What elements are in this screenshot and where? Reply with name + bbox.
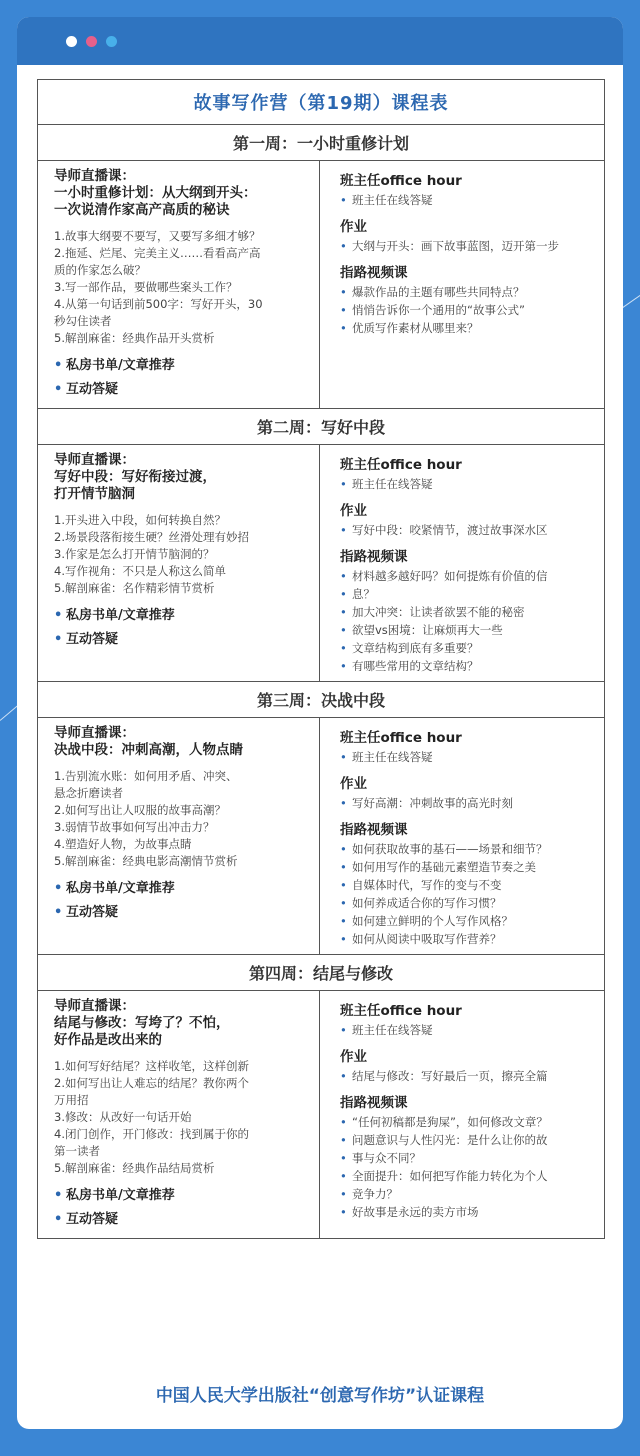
video-course-item: • 材料越多越好吗？如何提炼有价值的信	[340, 567, 594, 585]
topic-item: 3.写一部作品，要做哪些案头工作？	[54, 280, 238, 294]
topic-item: 1.故事大纲要不要写，又要写多细才够？	[54, 229, 261, 243]
live-course-title: 写好中段：写好衔接过渡，	[54, 469, 216, 485]
week-heading: 第一周：一小时重修计划	[38, 125, 604, 161]
extras-list	[54, 604, 309, 652]
extra-item: • 私房书单/文章推荐	[54, 604, 309, 628]
extra-item: • 互动答疑	[54, 1208, 309, 1232]
video-course-label: 指路视频课	[340, 265, 408, 281]
live-course-title: 一小时重修计划：从大纲到开头：	[54, 185, 257, 201]
topic-item: 第一读者	[54, 1144, 100, 1158]
extra-item: • 私房书单/文章推荐	[54, 1184, 309, 1208]
video-course-item: • 事与众不同？	[340, 1149, 594, 1167]
support-column	[320, 445, 604, 681]
video-course-label: 指路视频课	[340, 822, 408, 838]
video-course-item: • 全面提升：如何把写作能力转化为个人	[340, 1167, 594, 1185]
video-course-item: • 欲望vs困境：让麻烦再大一些	[340, 621, 594, 639]
course-table	[37, 79, 605, 1239]
video-course-item: • 如何建立鲜明的个人写作风格？	[340, 912, 594, 930]
week-body	[38, 445, 604, 682]
office-hour-item: • 班主任在线答疑	[340, 475, 594, 493]
window-dot-icon	[66, 36, 77, 47]
extra-item: • 互动答疑	[54, 378, 309, 402]
topic-item: 5.解剖麻雀：经典作品结局赏析	[54, 1161, 215, 1175]
live-course-column	[38, 445, 320, 681]
topic-item: 1.如何写好结尾？这样收笔，这样创新	[54, 1059, 249, 1073]
office-hour-label: 班主任office hour	[340, 173, 462, 189]
week-body	[38, 718, 604, 955]
window-dot-icon	[106, 36, 117, 47]
live-course-title: 一次说清作家高产高质的秘诀	[54, 202, 230, 218]
office-hour-label: 班主任office hour	[340, 457, 462, 473]
week-heading: 第四周：结尾与修改	[38, 955, 604, 991]
live-course-column	[38, 161, 320, 408]
video-course-item: • 息？	[340, 585, 594, 603]
schedule-card	[17, 17, 623, 1429]
homework-label: 作业	[340, 219, 367, 235]
topic-item: 5.解剖麻雀：经典作品开头赏析	[54, 331, 215, 345]
topic-list	[54, 1058, 309, 1177]
topic-item: 1.开头进入中段，如何转换自然？	[54, 513, 226, 527]
live-course-column	[38, 718, 320, 954]
homework-item: • 大纲与开头：画下故事蓝图，迈开第一步	[340, 237, 594, 255]
extras-list	[54, 354, 309, 402]
topic-item: 2.场景段落衔接生硬？丝滑处理有妙招	[54, 530, 249, 544]
live-course-title: 好作品是改出来的	[54, 1032, 162, 1048]
video-course-item: • 如何从阅读中吸取写作营养？	[340, 930, 594, 948]
topic-item: 悬念折磨读者	[54, 786, 123, 800]
week-heading: 第二周：写好中段	[38, 409, 604, 445]
page-title: 故事写作营（第19期）课程表	[38, 80, 604, 125]
topic-list	[54, 768, 309, 870]
video-course-item: • 文章结构到底有多重要？	[340, 639, 594, 657]
video-course-item: • 优质写作素材从哪里来？	[340, 319, 594, 337]
topic-item: 3.作家是怎么打开情节脑洞的？	[54, 547, 215, 561]
window-dot-icon	[86, 36, 97, 47]
topic-item: 4.从第一句话到前500字：写好开头，30	[54, 297, 263, 311]
topic-item: 5.解剖麻雀：名作精彩情节赏析	[54, 581, 215, 595]
window-title-bar	[17, 17, 623, 65]
office-hour-label: 班主任office hour	[340, 730, 462, 746]
homework-label: 作业	[340, 503, 367, 519]
video-course-item: • 如何用写作的基础元素塑造节奏之美	[340, 858, 594, 876]
footer-text: 中国人民大学出版社“创意写作坊”认证课程	[155, 1386, 485, 1406]
topic-item: 1.告别流水账：如何用矛盾、冲突、	[54, 769, 238, 783]
video-course-item: • 好故事是永远的卖方市场	[340, 1203, 594, 1221]
topic-item: 5.解剖麻雀：经典电影高潮情节赏析	[54, 854, 238, 868]
office-hour-item: • 班主任在线答疑	[340, 748, 594, 766]
support-column	[320, 161, 604, 408]
topic-item: 3.弱情节故事如何写出冲击力？	[54, 820, 215, 834]
extra-item: • 私房书单/文章推荐	[54, 877, 309, 901]
video-course-item: • 问题意识与人性闪光：是什么让你的故	[340, 1131, 594, 1149]
topic-list	[54, 512, 309, 597]
topic-item: 3.修改：从改好一句话开始	[54, 1110, 192, 1124]
video-course-item: • 悄悄告诉你一个通用的“故事公式”	[340, 301, 594, 319]
video-course-item: • 如何养成适合你的写作习惯？	[340, 894, 594, 912]
week-body	[38, 161, 604, 409]
topic-item: 2.如何写出让人叹服的故事高潮？	[54, 803, 226, 817]
video-course-item: • 加大冲突：让读者欲罢不能的秘密	[340, 603, 594, 621]
homework-item: • 写好中段：咬紧情节，渡过故事深水区	[340, 521, 594, 539]
topic-item: 4.塑造好人物，为故事点睛	[54, 837, 192, 851]
extras-list	[54, 877, 309, 925]
live-course-label: 导师直播课：	[54, 725, 135, 741]
topic-item: 4.写作视角：不只是人称这么简单	[54, 564, 226, 578]
video-course-item: • 竞争力？	[340, 1185, 594, 1203]
support-column	[320, 718, 604, 954]
live-course-label: 导师直播课：	[54, 452, 135, 468]
support-column	[320, 991, 604, 1238]
homework-label: 作业	[340, 776, 367, 792]
topic-item: 4.闭门创作，开门修改：找到属于你的	[54, 1127, 249, 1141]
extra-item: • 互动答疑	[54, 901, 309, 925]
video-course-item: • 如何获取故事的基石——场景和细节？	[340, 840, 594, 858]
topic-item: 质的作家怎么破？	[54, 263, 146, 277]
video-course-label: 指路视频课	[340, 549, 408, 565]
office-hour-item: • 班主任在线答疑	[340, 1021, 594, 1039]
video-course-item: • 有哪些常用的文章结构？	[340, 657, 594, 675]
week-body	[38, 991, 604, 1238]
live-course-title: 决战中段：冲刺高潮，人物点睛	[54, 742, 243, 758]
live-course-title: 打开情节脑洞	[54, 486, 135, 502]
live-course-column	[38, 991, 320, 1238]
video-course-item: • “任何初稿都是狗屎”，如何修改文章？	[340, 1113, 594, 1131]
live-course-title: 结尾与修改：写垮了？不怕，	[54, 1015, 230, 1031]
video-course-item: • 爆款作品的主题有哪些共同特点？	[340, 283, 594, 301]
homework-item: • 结尾与修改：写好最后一页，擦亮全篇	[340, 1067, 594, 1085]
office-hour-item: • 班主任在线答疑	[340, 191, 594, 209]
extra-item: • 私房书单/文章推荐	[54, 354, 309, 378]
week-heading: 第三周：决战中段	[38, 682, 604, 718]
extra-item: • 互动答疑	[54, 628, 309, 652]
live-course-label: 导师直播课：	[54, 998, 135, 1014]
homework-label: 作业	[340, 1049, 367, 1065]
topic-item: 2.如何写出让人难忘的结尾？教你两个	[54, 1076, 249, 1090]
weeks-container	[38, 125, 604, 1238]
homework-item: • 写好高潮：冲刺故事的高光时刻	[340, 794, 594, 812]
topic-item: 2.拖延、烂尾、完美主义……看看高产高	[54, 246, 261, 260]
video-course-label: 指路视频课	[340, 1095, 408, 1111]
video-course-item: • 自媒体时代，写作的变与不变	[340, 876, 594, 894]
live-course-label: 导师直播课：	[54, 168, 135, 184]
topic-item: 万用招	[54, 1093, 89, 1107]
office-hour-label: 班主任office hour	[340, 1003, 462, 1019]
topic-list	[54, 228, 309, 347]
extras-list	[54, 1184, 309, 1232]
topic-item: 秒勾住读者	[54, 314, 112, 328]
